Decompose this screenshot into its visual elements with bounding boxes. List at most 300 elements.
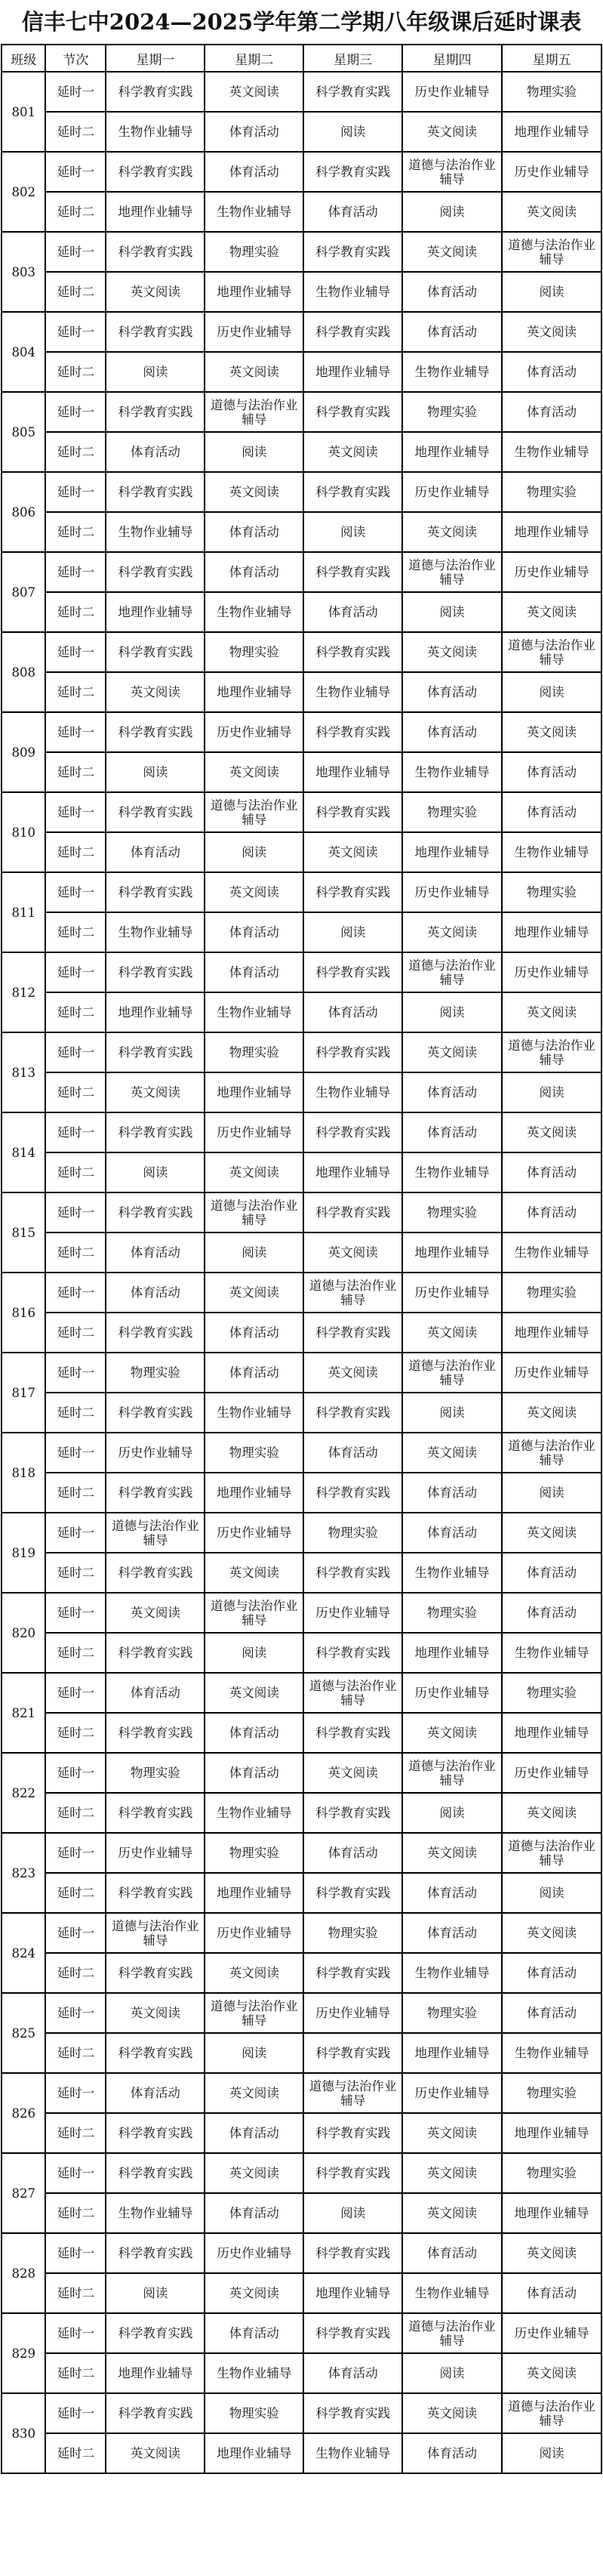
table-row: [2, 1072, 601, 1112]
header-class: 班级: [2, 45, 45, 72]
activity-cell: 科学教育实践: [106, 1793, 205, 1833]
class-cell: 830: [2, 2393, 45, 2473]
activity-cell: 科学教育实践: [303, 1553, 402, 1593]
period-cell: 延时二: [45, 1232, 106, 1273]
class-cell: 813: [2, 1032, 45, 1112]
period-cell: 延时二: [45, 912, 106, 952]
activity-cell: 物理实验: [106, 1753, 205, 1793]
activity-cell: 体育活动: [502, 792, 601, 832]
activity-cell: 体育活动: [303, 1833, 402, 1873]
period-cell: 延时二: [45, 2273, 106, 2313]
table-row: [2, 1593, 601, 1633]
class-cell: 804: [2, 312, 45, 392]
period-cell: 延时二: [45, 1873, 106, 1913]
table-row: [2, 792, 601, 832]
activity-cell: 阅读: [303, 912, 402, 952]
activity-cell: 地理作业辅导: [502, 1713, 601, 1753]
class-cell: 815: [2, 1192, 45, 1273]
table-row: [2, 2033, 601, 2073]
activity-cell: 英文阅读: [303, 432, 402, 472]
activity-cell: 科学教育实践: [106, 1192, 205, 1232]
activity-cell: 阅读: [106, 352, 205, 392]
period-cell: 延时一: [45, 872, 106, 912]
activity-cell: 英文阅读: [205, 2073, 303, 2113]
activity-cell: 地理作业辅导: [106, 592, 205, 632]
activity-cell: 物理实验: [205, 1833, 303, 1873]
activity-cell: 英文阅读: [502, 1513, 601, 1553]
table-row: [2, 2193, 601, 2233]
activity-cell: 科学教育实践: [303, 1393, 402, 1433]
class-cell: 805: [2, 392, 45, 472]
activity-cell: 科学教育实践: [303, 792, 402, 832]
activity-cell: 历史作业辅导: [502, 1753, 601, 1793]
class-cell: 826: [2, 2073, 45, 2153]
activity-cell: 历史作业辅导: [205, 1112, 303, 1152]
activity-cell: 道德与法治作业辅导: [106, 1513, 205, 1553]
activity-cell: 生物作业辅导: [303, 672, 402, 712]
activity-cell: 体育活动: [502, 1593, 601, 1633]
activity-cell: 物理实验: [502, 1273, 601, 1313]
table-row: [2, 352, 601, 392]
activity-cell: 科学教育实践: [303, 1192, 402, 1232]
activity-cell: 体育活动: [402, 1873, 502, 1913]
period-cell: 延时一: [45, 1353, 106, 1393]
activity-cell: 科学教育实践: [106, 152, 205, 192]
activity-cell: 地理作业辅导: [402, 1232, 502, 1273]
table-row: [2, 1112, 601, 1152]
activity-cell: 英文阅读: [205, 72, 303, 112]
activity-cell: 科学教育实践: [106, 952, 205, 992]
activity-cell: 生物作业辅导: [205, 1793, 303, 1833]
activity-cell: 英文阅读: [205, 2273, 303, 2313]
activity-cell: 体育活动: [502, 1192, 601, 1232]
period-cell: 延时一: [45, 792, 106, 832]
activity-cell: 地理作业辅导: [205, 1873, 303, 1913]
activity-cell: 道德与法治作业辅导: [502, 2393, 601, 2433]
activity-cell: 科学教育实践: [303, 1713, 402, 1753]
period-cell: 延时二: [45, 272, 106, 312]
activity-cell: 科学教育实践: [303, 472, 402, 512]
activity-cell: 体育活动: [205, 1753, 303, 1793]
activity-cell: 阅读: [502, 2433, 601, 2473]
table-row: [2, 832, 601, 872]
period-cell: 延时一: [45, 1112, 106, 1152]
activity-cell: 体育活动: [106, 1673, 205, 1713]
activity-cell: 科学教育实践: [106, 1393, 205, 1433]
period-cell: 延时一: [45, 1273, 106, 1313]
period-cell: 延时一: [45, 1032, 106, 1072]
activity-cell: 科学教育实践: [106, 2113, 205, 2153]
activity-cell: 科学教育实践: [106, 1553, 205, 1593]
activity-cell: 英文阅读: [502, 1793, 601, 1833]
table-row: [2, 1993, 601, 2033]
class-cell: 825: [2, 1993, 45, 2073]
activity-cell: 物理实验: [402, 792, 502, 832]
class-cell: 828: [2, 2233, 45, 2313]
activity-cell: 体育活动: [205, 1713, 303, 1753]
table-row: [2, 232, 601, 272]
activity-cell: 英文阅读: [205, 352, 303, 392]
period-cell: 延时一: [45, 2393, 106, 2433]
activity-cell: 英文阅读: [402, 912, 502, 952]
activity-cell: 生物作业辅导: [502, 832, 601, 872]
table-row: [2, 1913, 601, 1953]
activity-cell: 历史作业辅导: [205, 712, 303, 752]
activity-cell: 生物作业辅导: [402, 352, 502, 392]
activity-cell: 科学教育实践: [303, 2313, 402, 2353]
table-row: [2, 1753, 601, 1793]
class-cell: 829: [2, 2313, 45, 2393]
activity-cell: 地理作业辅导: [402, 2033, 502, 2073]
activity-cell: 阅读: [106, 1152, 205, 1192]
activity-cell: 科学教育实践: [106, 872, 205, 912]
activity-cell: 英文阅读: [106, 1993, 205, 2033]
activity-cell: 物理实验: [502, 2153, 601, 2193]
activity-cell: 生物作业辅导: [402, 1553, 502, 1593]
period-cell: 延时一: [45, 1753, 106, 1793]
activity-cell: 生物作业辅导: [402, 1152, 502, 1192]
activity-cell: 体育活动: [502, 2273, 601, 2313]
activity-cell: 道德与法治作业辅导: [502, 1433, 601, 1473]
period-cell: 延时二: [45, 592, 106, 632]
period-cell: 延时一: [45, 1833, 106, 1873]
schedule-body: [2, 72, 601, 2473]
activity-cell: 英文阅读: [303, 1753, 402, 1793]
activity-cell: 道德与法治作业辅导: [303, 2073, 402, 2113]
activity-cell: 地理作业辅导: [106, 192, 205, 232]
activity-cell: 生物作业辅导: [402, 752, 502, 792]
activity-cell: 物理实验: [106, 1353, 205, 1393]
activity-cell: 科学教育实践: [303, 392, 402, 432]
activity-cell: 科学教育实践: [106, 552, 205, 592]
activity-cell: 历史作业辅导: [402, 872, 502, 912]
activity-cell: 历史作业辅导: [502, 952, 601, 992]
activity-cell: 体育活动: [502, 1152, 601, 1192]
activity-cell: 科学教育实践: [303, 632, 402, 672]
table-row: [2, 1273, 601, 1313]
activity-cell: 历史作业辅导: [402, 72, 502, 112]
activity-cell: 历史作业辅导: [402, 1273, 502, 1313]
activity-cell: 地理作业辅导: [502, 912, 601, 952]
activity-cell: 英文阅读: [205, 1953, 303, 1993]
class-cell: 808: [2, 632, 45, 712]
activity-cell: 阅读: [106, 2273, 205, 2313]
table-row: [2, 432, 601, 472]
activity-cell: 科学教育实践: [106, 1953, 205, 1993]
table-row: [2, 1473, 601, 1513]
table-row: [2, 1633, 601, 1673]
activity-cell: 生物作业辅导: [205, 592, 303, 632]
period-cell: 延时二: [45, 1072, 106, 1112]
activity-cell: 道德与法治作业辅导: [402, 152, 502, 192]
activity-cell: 英文阅读: [106, 2433, 205, 2473]
period-cell: 延时一: [45, 2153, 106, 2193]
table-row: [2, 1793, 601, 1833]
activity-cell: 物理实验: [205, 1433, 303, 1473]
activity-cell: 阅读: [205, 432, 303, 472]
activity-cell: 英文阅读: [205, 1673, 303, 1713]
header-tuesday: 星期二: [205, 45, 303, 72]
activity-cell: 科学教育实践: [303, 152, 402, 192]
table-row: [2, 1953, 601, 1993]
activity-cell: 科学教育实践: [303, 1953, 402, 1993]
activity-cell: 英文阅读: [402, 1713, 502, 1753]
table-row: [2, 712, 601, 752]
activity-cell: 生物作业辅导: [303, 2433, 402, 2473]
activity-cell: 英文阅读: [402, 1313, 502, 1353]
activity-cell: 体育活动: [402, 2233, 502, 2273]
activity-cell: 体育活动: [402, 1913, 502, 1953]
header-wednesday: 星期三: [303, 45, 402, 72]
activity-cell: 英文阅读: [502, 592, 601, 632]
period-cell: 延时二: [45, 1393, 106, 1433]
class-cell: 801: [2, 72, 45, 152]
activity-cell: 英文阅读: [502, 712, 601, 752]
table-row: [2, 1353, 601, 1393]
period-cell: 延时一: [45, 72, 106, 112]
activity-cell: 物理实验: [402, 392, 502, 432]
activity-cell: 英文阅读: [402, 2393, 502, 2433]
period-cell: 延时一: [45, 312, 106, 352]
period-cell: 延时二: [45, 1313, 106, 1353]
period-cell: 延时一: [45, 392, 106, 432]
table-row: [2, 1673, 601, 1713]
activity-cell: 阅读: [402, 592, 502, 632]
period-cell: 延时一: [45, 712, 106, 752]
activity-cell: 英文阅读: [402, 512, 502, 552]
activity-cell: 地理作业辅导: [106, 992, 205, 1032]
table-row: [2, 112, 601, 152]
activity-cell: 体育活动: [106, 832, 205, 872]
activity-cell: 体育活动: [106, 432, 205, 472]
activity-cell: 科学教育实践: [303, 2113, 402, 2153]
period-cell: 延时一: [45, 2073, 106, 2113]
activity-cell: 生物作业辅导: [502, 1232, 601, 1273]
activity-cell: 英文阅读: [502, 192, 601, 232]
activity-cell: 科学教育实践: [303, 1112, 402, 1152]
table-row: [2, 1232, 601, 1273]
activity-cell: 物理实验: [402, 1993, 502, 2033]
table-row: [2, 2113, 601, 2153]
activity-cell: 阅读: [402, 1793, 502, 1833]
period-cell: 延时二: [45, 672, 106, 712]
activity-cell: 历史作业辅导: [502, 1353, 601, 1393]
activity-cell: 英文阅读: [303, 832, 402, 872]
activity-cell: 体育活动: [402, 312, 502, 352]
activity-cell: 历史作业辅导: [502, 552, 601, 592]
activity-cell: 体育活动: [106, 1273, 205, 1313]
activity-cell: 英文阅读: [205, 1553, 303, 1593]
schedule-table: [1, 44, 602, 2474]
header-friday: 星期五: [502, 45, 601, 72]
table-row: [2, 992, 601, 1032]
activity-cell: 科学教育实践: [106, 2233, 205, 2273]
period-cell: 延时一: [45, 2233, 106, 2273]
activity-cell: 生物作业辅导: [502, 432, 601, 472]
activity-cell: 英文阅读: [205, 752, 303, 792]
activity-cell: 地理作业辅导: [106, 2353, 205, 2393]
period-cell: 延时一: [45, 1192, 106, 1232]
period-cell: 延时一: [45, 632, 106, 672]
period-cell: 延时一: [45, 1513, 106, 1553]
activity-cell: 科学教育实践: [106, 1873, 205, 1913]
activity-cell: 科学教育实践: [106, 2153, 205, 2193]
activity-cell: 科学教育实践: [106, 2033, 205, 2073]
table-row: [2, 2433, 601, 2473]
activity-cell: 体育活动: [106, 2073, 205, 2113]
activity-cell: 科学教育实践: [106, 1313, 205, 1353]
activity-cell: 阅读: [502, 272, 601, 312]
class-cell: 812: [2, 952, 45, 1032]
activity-cell: 体育活动: [402, 1513, 502, 1553]
activity-cell: 阅读: [205, 1633, 303, 1673]
activity-cell: 阅读: [402, 192, 502, 232]
activity-cell: 物理实验: [303, 1513, 402, 1553]
period-cell: 延时一: [45, 552, 106, 592]
activity-cell: 科学教育实践: [303, 1473, 402, 1513]
table-row: [2, 472, 601, 512]
period-cell: 延时二: [45, 192, 106, 232]
activity-cell: 物理实验: [502, 72, 601, 112]
activity-cell: 英文阅读: [402, 112, 502, 152]
activity-cell: 科学教育实践: [303, 1793, 402, 1833]
class-cell: 819: [2, 1513, 45, 1593]
activity-cell: 体育活动: [303, 992, 402, 1032]
activity-cell: 历史作业辅导: [402, 472, 502, 512]
activity-cell: 地理作业辅导: [303, 1152, 402, 1192]
period-cell: 延时一: [45, 2313, 106, 2353]
activity-cell: 地理作业辅导: [303, 352, 402, 392]
activity-cell: 生物作业辅导: [106, 912, 205, 952]
table-row: [2, 912, 601, 952]
period-cell: 延时二: [45, 1633, 106, 1673]
activity-cell: 体育活动: [402, 672, 502, 712]
activity-cell: 地理作业辅导: [205, 1473, 303, 1513]
activity-cell: 体育活动: [502, 1953, 601, 1993]
table-row: [2, 512, 601, 552]
activity-cell: 物理实验: [402, 1593, 502, 1633]
activity-cell: 体育活动: [205, 2313, 303, 2353]
activity-cell: 体育活动: [205, 152, 303, 192]
period-cell: 延时一: [45, 1913, 106, 1953]
table-row: [2, 2233, 601, 2273]
activity-cell: 科学教育实践: [106, 1473, 205, 1513]
table-row: [2, 1553, 601, 1593]
activity-cell: 生物作业辅导: [402, 2273, 502, 2313]
period-cell: 延时一: [45, 1993, 106, 2033]
activity-cell: 科学教育实践: [303, 312, 402, 352]
table-row: [2, 752, 601, 792]
activity-cell: 英文阅读: [402, 632, 502, 672]
activity-cell: 地理作业辅导: [502, 512, 601, 552]
activity-cell: 道德与法治作业辅导: [502, 1833, 601, 1873]
period-cell: 延时二: [45, 512, 106, 552]
activity-cell: 道德与法治作业辅导: [205, 792, 303, 832]
activity-cell: 英文阅读: [106, 1072, 205, 1112]
activity-cell: 地理作业辅导: [402, 832, 502, 872]
header-thursday: 星期四: [402, 45, 502, 72]
activity-cell: 体育活动: [205, 2113, 303, 2153]
period-cell: 延时二: [45, 1152, 106, 1192]
activity-cell: 科学教育实践: [303, 1313, 402, 1353]
activity-cell: 体育活动: [502, 1993, 601, 2033]
activity-cell: 物理实验: [303, 1913, 402, 1953]
activity-cell: 英文阅读: [205, 2153, 303, 2193]
table-row: [2, 952, 601, 992]
activity-cell: 科学教育实践: [303, 1633, 402, 1673]
activity-cell: 地理作业辅导: [502, 2113, 601, 2153]
class-cell: 820: [2, 1593, 45, 1673]
activity-cell: 生物作业辅导: [502, 1633, 601, 1673]
activity-cell: 物理实验: [502, 472, 601, 512]
activity-cell: 体育活动: [303, 592, 402, 632]
activity-cell: 道德与法治作业辅导: [502, 632, 601, 672]
activity-cell: 道德与法治作业辅导: [402, 552, 502, 592]
activity-cell: 历史作业辅导: [106, 1833, 205, 1873]
class-cell: 803: [2, 232, 45, 312]
table-row: [2, 1433, 601, 1473]
class-cell: 806: [2, 472, 45, 552]
activity-cell: 英文阅读: [502, 1393, 601, 1433]
period-cell: 延时二: [45, 992, 106, 1032]
activity-cell: 道德与法治作业辅导: [502, 1032, 601, 1072]
activity-cell: 阅读: [205, 1232, 303, 1273]
activity-cell: 物理实验: [402, 1192, 502, 1232]
table-row: [2, 72, 601, 112]
activity-cell: 体育活动: [303, 2353, 402, 2393]
activity-cell: 生物作业辅导: [106, 112, 205, 152]
table-row: [2, 152, 601, 192]
activity-cell: 地理作业辅导: [502, 1313, 601, 1353]
activity-cell: 阅读: [205, 832, 303, 872]
activity-cell: 英文阅读: [502, 2353, 601, 2393]
activity-cell: 体育活动: [205, 1353, 303, 1393]
activity-cell: 科学教育实践: [303, 232, 402, 272]
activity-cell: 生物作业辅导: [106, 512, 205, 552]
activity-cell: 科学教育实践: [303, 552, 402, 592]
header-row: [2, 45, 601, 72]
activity-cell: 阅读: [402, 992, 502, 1032]
period-cell: 延时二: [45, 1713, 106, 1753]
period-cell: 延时二: [45, 832, 106, 872]
activity-cell: 英文阅读: [402, 1433, 502, 1473]
table-row: [2, 2273, 601, 2313]
activity-cell: 英文阅读: [205, 1152, 303, 1192]
activity-cell: 科学教育实践: [106, 72, 205, 112]
activity-cell: 地理作业辅导: [205, 1072, 303, 1112]
activity-cell: 地理作业辅导: [205, 672, 303, 712]
activity-cell: 地理作业辅导: [205, 2433, 303, 2473]
activity-cell: 科学教育实践: [106, 1112, 205, 1152]
activity-cell: 科学教育实践: [106, 1713, 205, 1753]
activity-cell: 历史作业辅导: [303, 1593, 402, 1633]
table-row: [2, 1513, 601, 1553]
activity-cell: 英文阅读: [402, 2153, 502, 2193]
table-row: [2, 2393, 601, 2433]
activity-cell: 地理作业辅导: [205, 272, 303, 312]
activity-cell: 道德与法治作业辅导: [402, 1353, 502, 1393]
activity-cell: 历史作业辅导: [402, 2073, 502, 2113]
activity-cell: 科学教育实践: [303, 2393, 402, 2433]
period-cell: 延时二: [45, 1953, 106, 1993]
activity-cell: 物理实验: [502, 872, 601, 912]
period-cell: 延时一: [45, 152, 106, 192]
table-row: [2, 2073, 601, 2113]
activity-cell: 历史作业辅导: [205, 1513, 303, 1553]
activity-cell: 英文阅读: [402, 2193, 502, 2233]
activity-cell: 道德与法治作业辅导: [303, 1273, 402, 1313]
activity-cell: 体育活动: [205, 512, 303, 552]
